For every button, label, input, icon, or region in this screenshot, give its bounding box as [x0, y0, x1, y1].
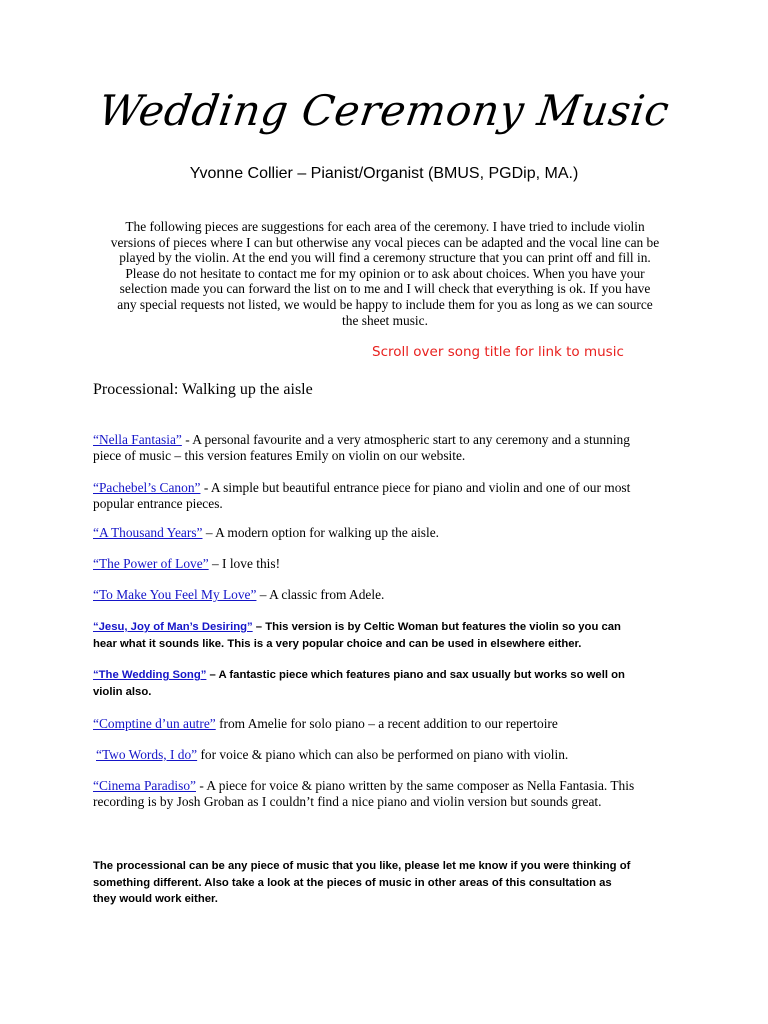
- song-link-to-make-you-feel-my-love[interactable]: “To Make You Feel My Love”: [93, 587, 257, 602]
- song-link-the-wedding-song[interactable]: “The Wedding Song”: [93, 669, 207, 681]
- intro-line: The following pieces are suggestions for each area of the ceremony. I have tried to include violin: [125, 219, 645, 234]
- closing-line: they would work either.: [93, 893, 218, 905]
- closing-line: something different. Also take a look at the pieces of music in other areas of this consultation as: [93, 876, 612, 889]
- song-link-two-words-i-do[interactable]: “Two Words, I do”: [96, 747, 198, 762]
- song-link-comptine-dun-autre[interactable]: “Comptine d’un autre”: [93, 716, 216, 731]
- song-description: for voice & piano which can also be performed on piano with violin.: [197, 747, 569, 762]
- song-description: – A classic from Adele.: [256, 587, 385, 602]
- song-description: from Amelie for solo piano – a recent addition to our repertoire: [215, 716, 558, 731]
- song-description-cont: hear what it sounds like. This is a very popular choice and can be used in elsewhere either.: [93, 637, 582, 650]
- song-link-jesu-joy[interactable]: “Jesu, Joy of Man’s Desiring”: [93, 621, 253, 633]
- song-item: [93, 525, 683, 541]
- song-item: [93, 587, 683, 603]
- song-item: [93, 716, 683, 732]
- song-item: [93, 480, 683, 512]
- song-link-a-thousand-years[interactable]: “A Thousand Years”: [93, 525, 203, 540]
- song-link-pachelbels-canon[interactable]: “Pachebel’s Canon”: [93, 480, 201, 495]
- closing-paragraph: [93, 858, 693, 908]
- intro-paragraph: [95, 219, 675, 328]
- song-link-cinema-paradiso[interactable]: “Cinema Paradiso”: [93, 778, 196, 793]
- song-item: [93, 778, 683, 810]
- song-description-cont: popular entrance pieces.: [93, 496, 223, 511]
- song-link-the-power-of-love[interactable]: “The Power of Love”: [93, 556, 209, 571]
- song-description-cont: recording is by Josh Groban as I couldn’t find a nice piano and violin version but sounds great.: [93, 794, 602, 809]
- document-subtitle: Yvonne Collier – Pianist/Organist (BMUS, PGDip, MA.): [189, 165, 579, 182]
- intro-line: versions of pieces where I can but otherwise any vocal pieces can be adapted and the vocal line can be: [110, 234, 660, 250]
- song-item: [96, 747, 686, 763]
- song-description: - A piece for voice & piano written by the same composer as Nella Fantasia. This: [196, 778, 635, 793]
- song-item: [93, 667, 683, 700]
- song-description: - A simple but beautiful entrance piece for piano and violin and one of our most: [200, 480, 631, 495]
- song-link-nella-fantasia[interactable]: “Nella Fantasia”: [93, 432, 182, 447]
- document-title: Wedding Ceremony Music: [95, 86, 673, 135]
- song-description: – A fantastic piece which features piano and sax usually but works so well on: [206, 669, 625, 681]
- song-description-cont: violin also.: [93, 685, 152, 698]
- song-description: – A modern option for walking up the aisle.: [202, 525, 440, 540]
- song-description: – This version is by Celtic Woman but features the violin so you can: [252, 621, 621, 633]
- song-item: [93, 432, 683, 464]
- song-description-cont: piece of music – this version features Emily on violin on our website.: [93, 448, 466, 463]
- closing-line: The processional can be any piece of music that you like, please let me know if you were thinking of: [93, 860, 631, 872]
- intro-line: the sheet music.: [342, 312, 428, 328]
- intro-line: any special requests not listed, we would be happy to include them for you as long as we can source: [117, 296, 653, 312]
- section-heading-processional: Processional: Walking up the aisle: [93, 381, 313, 398]
- song-description: – I love this!: [208, 556, 281, 571]
- song-item: [93, 619, 683, 652]
- song-description: - A personal favourite and a very atmospheric start to any ceremony and a stunning: [181, 432, 630, 447]
- intro-line: selection made you can forward the list on to me and I will check that everything is ok. If you have: [119, 281, 651, 297]
- intro-line: Please do not hesitate to contact me for my opinion or to ask about choices. When you have your: [125, 265, 645, 281]
- song-item: [93, 556, 683, 572]
- scroll-note: Scroll over song title for link to music: [372, 344, 624, 360]
- intro-line: played by the violin. At the end you will find a ceremony structure that you can print off and fill in.: [119, 250, 651, 266]
